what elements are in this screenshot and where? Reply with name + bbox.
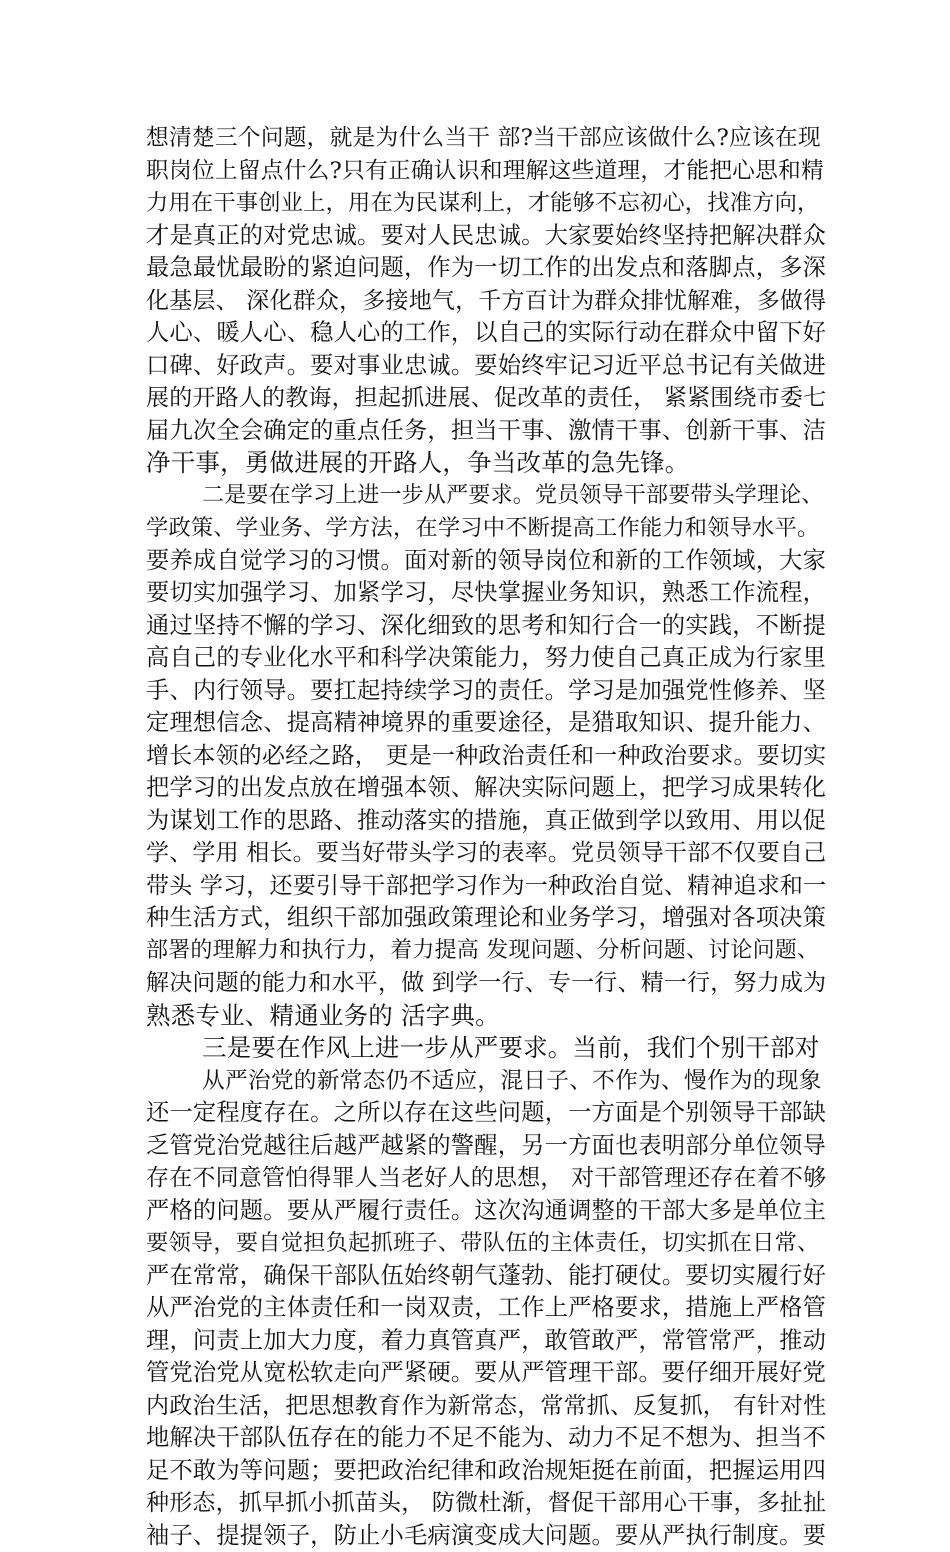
text-line: 管党治党从宽松软走向严紧硬。要从严管理干部。要仔细开展好党	[146, 1357, 826, 1390]
text-line: 想清楚三个问题，就是为什么当干 部?当干部应该做什么?应该在现	[146, 122, 826, 155]
text-line: 熟悉专业、精通业务的 活字典。	[146, 1000, 826, 1033]
text-line: 带头 学习，还要引导干部把学习作为一种政治自觉、精神追求和一	[146, 870, 826, 903]
text-line: 存在不同意管怕得罪人当老好人的思想， 对干部管理还存在着不够	[146, 1162, 826, 1195]
text-line: 人心、暖人心、稳人心的工作，以自己的实际行动在群众中留下好	[146, 317, 826, 350]
text-line: 严格的问题。要从严履行责任。这次沟通调整的干部大多是单位主	[146, 1195, 826, 1228]
text-line: 内政治生活，把思想教育作为新常态，常常抓、反复抓， 有针对性	[146, 1390, 826, 1423]
text-line: 口碑、好政声。要对事业忠诚。要始终牢记习近平总书记有关做进	[146, 350, 826, 383]
text-line: 乏管党治党越往后越严越紧的警醒，另一方面也表明部分单位领导	[146, 1130, 826, 1163]
document-page	[146, 122, 826, 1552]
text-line: 职岗位上留点什么?只有正确认识和理解这些道理，才能把心思和精	[146, 155, 826, 188]
text-line: 把学习的出发点放在增强本领、解决实际问题上，把学习成果转化	[146, 772, 826, 805]
text-line: 种形态，抓早抓小抓苗头， 防微杜渐，督促干部用心干事，多扯扯	[146, 1487, 826, 1520]
text-line: 为谋划工作的思路、推动落实的措施，真正做到学以致用、用以促	[146, 805, 826, 838]
text-line: 从严治党的新常态仍不适应，混日子、不作为、慢作为的现象	[146, 1065, 826, 1098]
text-line: 足不敢为等问题；要把政治纪律和政治规矩挺在前面，把握运用四	[146, 1455, 826, 1488]
text-line: 解决问题的能力和水平，做 到学一行、专一行、精一行，努力成为	[146, 967, 826, 1000]
text-line: 增长本领的必经之路， 更是一种政治责任和一种政治要求。要切实	[146, 740, 826, 773]
text-line: 手、内行领导。要扛起持续学习的责任。学习是加强党性修养、坚	[146, 675, 826, 708]
text-line: 部署的理解力和执行力，着力提高 发现问题、分析问题、讨论问题、	[146, 935, 826, 968]
text-line: 高自己的专业化水平和科学决策能力，努力使自己真正成为行家里	[146, 642, 826, 675]
text-line: 地解决干部队伍存在的能力不足不能为、动力不足不想为、担当不	[146, 1422, 826, 1455]
text-line: 理，问责上加大力度，着力真管真严，敢管敢严，常管常严，推动	[146, 1325, 826, 1358]
text-line: 还一定程度存在。之所以存在这些问题，一方面是个别领导干部缺	[146, 1097, 826, 1130]
text-line: 净干事，勇做进展的开路人，争当改革的急先锋。	[146, 447, 826, 480]
text-line: 严在常常，确保干部队伍始终朝气蓬勃、能打硬仗。要切实履行好	[146, 1260, 826, 1293]
text-line: 学、学用 相长。要当好带头学习的表率。党员领导干部不仅要自己	[146, 837, 826, 870]
text-line: 要切实加强学习、加紧学习，尽快掌握业务知识，熟悉工作流程，	[146, 577, 826, 610]
text-line: 种生活方式，组织干部加强政策理论和业务学习，增强对各项决策	[146, 902, 826, 935]
text-line: 要领导，要自觉担负起抓班子、带队伍的主体责任，切实抓在日常、	[146, 1227, 826, 1260]
text-line: 三是要在作风上进一步从严要求。当前，我们个别干部对	[146, 1032, 826, 1065]
text-line: 定理想信念、提高精神境界的重要途径，是猎取知识、提升能力、	[146, 707, 826, 740]
text-line: 袖子、提提领子，防止小毛病演变成大问题。要从严执行制度。要	[146, 1520, 826, 1552]
text-line: 最急最忧最盼的紧迫问题，作为一切工作的出发点和落脚点，多深	[146, 252, 826, 285]
text-line: 力用在干事创业上，用在为民谋利上，才能够不忘初心，找准方向，	[146, 187, 826, 220]
text-line: 要养成自觉学习的习惯。面对新的领导岗位和新的工作领域，大家	[146, 545, 826, 578]
text-line: 学政策、学业务、学方法，在学习中不断提高工作能力和领导水平。	[146, 512, 826, 545]
text-line: 才是真正的对党忠诚。要对人民忠诚。大家要始终坚持把解决群众	[146, 220, 826, 253]
text-line: 二是要在学习上进一步从严要求。党员领导干部要带头学理论、	[146, 480, 826, 513]
text-line: 届九次全会确定的重点任务，担当干事、激情干事、创新干事、洁	[146, 415, 826, 448]
text-line: 通过坚持不懈的学习、深化细致的思考和知行合一的实践，不断提	[146, 610, 826, 643]
text-line: 展的开路人的教诲，担起抓进展、促改革的责任， 紧紧围绕市委七	[146, 382, 826, 415]
text-line: 化基层、 深化群众，多接地气，千方百计为群众排忧解难，多做得	[146, 285, 826, 318]
text-line: 从严治党的主体责任和一岗双责，工作上严格要求，措施上严格管	[146, 1292, 826, 1325]
